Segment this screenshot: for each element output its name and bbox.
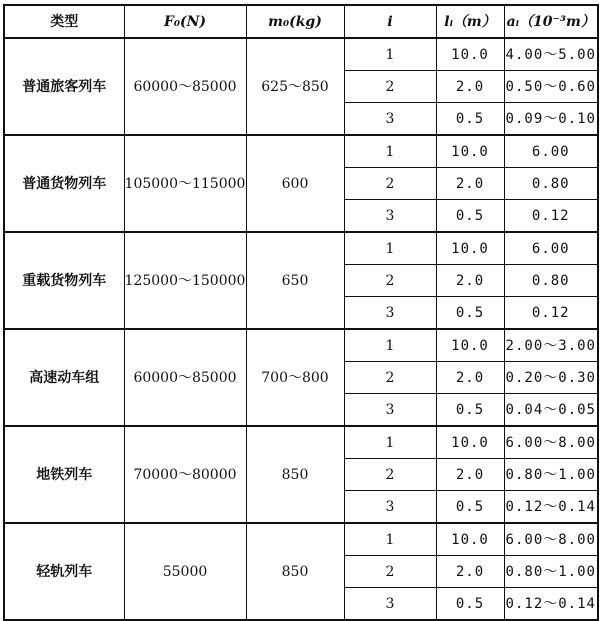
i-cell: 1 bbox=[344, 232, 436, 265]
l-cell: 0.5 bbox=[436, 103, 504, 136]
train-type-cell: 地铁列车 bbox=[4, 426, 124, 523]
header-row bbox=[4, 5, 598, 38]
m0-cell: 650 bbox=[246, 232, 344, 329]
train-type-cell: 高速动车组 bbox=[4, 329, 124, 426]
i-cell: 2 bbox=[344, 459, 436, 491]
f0-cell: 55000 bbox=[124, 523, 246, 620]
l-cell: 2.0 bbox=[436, 556, 504, 588]
l-cell: 0.5 bbox=[436, 394, 504, 427]
l-cell: 0.5 bbox=[436, 588, 504, 621]
f0-cell: 125000～150000 bbox=[124, 232, 246, 329]
i-cell: 2 bbox=[344, 362, 436, 394]
train-type-cell: 重载货物列车 bbox=[4, 232, 124, 329]
l-cell: 2.0 bbox=[436, 168, 504, 200]
i-cell: 3 bbox=[344, 588, 436, 621]
i-cell: 3 bbox=[344, 103, 436, 136]
f0-cell: 60000～85000 bbox=[124, 329, 246, 426]
a-cell: 0.12～0.14 bbox=[504, 491, 598, 524]
l-cell: 0.5 bbox=[436, 491, 504, 524]
table-row bbox=[4, 523, 598, 556]
l-cell: 2.0 bbox=[436, 71, 504, 103]
a-cell: 0.20～0.30 bbox=[504, 362, 598, 394]
a-cell: 0.80～1.00 bbox=[504, 459, 598, 491]
i-cell: 2 bbox=[344, 556, 436, 588]
a-cell: 0.04～0.05 bbox=[504, 394, 598, 427]
m0-cell: 850 bbox=[246, 426, 344, 523]
l-cell: 10.0 bbox=[436, 38, 504, 71]
train-type-cell: 轻轨列车 bbox=[4, 523, 124, 620]
m0-cell: 850 bbox=[246, 523, 344, 620]
table-row bbox=[4, 232, 598, 265]
a-cell: 0.09～0.10 bbox=[504, 103, 598, 136]
l-cell: 0.5 bbox=[436, 200, 504, 233]
f0-cell: 105000～115000 bbox=[124, 135, 246, 232]
header-m0: m₀(kg) bbox=[246, 5, 344, 38]
l-cell: 2.0 bbox=[436, 265, 504, 297]
i-cell: 1 bbox=[344, 523, 436, 556]
header-l: lᵢ（m） bbox=[436, 5, 504, 38]
a-cell: 2.00～3.00 bbox=[504, 329, 598, 362]
header-f0: F₀(N) bbox=[124, 5, 246, 38]
a-cell: 0.80 bbox=[504, 265, 598, 297]
l-cell: 2.0 bbox=[436, 362, 504, 394]
group-heavy-haul-train bbox=[4, 232, 598, 329]
table-row bbox=[4, 329, 598, 362]
header-type: 类型 bbox=[4, 5, 124, 38]
table-row bbox=[4, 135, 598, 168]
train-type-cell: 普通货物列车 bbox=[4, 135, 124, 232]
a-cell: 6.00 bbox=[504, 232, 598, 265]
a-cell: 4.00～5.00 bbox=[504, 38, 598, 71]
f0-cell: 70000～80000 bbox=[124, 426, 246, 523]
m0-cell: 700～800 bbox=[246, 329, 344, 426]
a-cell: 0.12 bbox=[504, 297, 598, 330]
group-passenger-train bbox=[4, 38, 598, 135]
i-cell: 3 bbox=[344, 491, 436, 524]
m0-cell: 625～850 bbox=[246, 38, 344, 135]
a-cell: 6.00 bbox=[504, 135, 598, 168]
a-cell: 6.00～8.00 bbox=[504, 523, 598, 556]
table-row bbox=[4, 426, 598, 459]
l-cell: 10.0 bbox=[436, 523, 504, 556]
l-cell: 2.0 bbox=[436, 459, 504, 491]
group-freight-train bbox=[4, 135, 598, 232]
f0-cell: 60000～85000 bbox=[124, 38, 246, 135]
i-cell: 2 bbox=[344, 168, 436, 200]
l-cell: 10.0 bbox=[436, 135, 504, 168]
i-cell: 1 bbox=[344, 426, 436, 459]
table-header bbox=[4, 5, 598, 38]
i-cell: 3 bbox=[344, 200, 436, 233]
group-light-rail-train bbox=[4, 523, 598, 620]
a-cell: 0.12～0.14 bbox=[504, 588, 598, 621]
table-row bbox=[4, 38, 598, 71]
i-cell: 2 bbox=[344, 71, 436, 103]
m0-cell: 600 bbox=[246, 135, 344, 232]
group-metro-train bbox=[4, 426, 598, 523]
a-cell: 0.50～0.60 bbox=[504, 71, 598, 103]
a-cell: 0.80～1.00 bbox=[504, 556, 598, 588]
header-a: aᵢ（10⁻³m） bbox=[504, 5, 598, 38]
i-cell: 1 bbox=[344, 38, 436, 71]
l-cell: 10.0 bbox=[436, 329, 504, 362]
l-cell: 10.0 bbox=[436, 426, 504, 459]
a-cell: 0.80 bbox=[504, 168, 598, 200]
i-cell: 1 bbox=[344, 135, 436, 168]
train-load-parameter-table bbox=[3, 4, 599, 621]
group-high-speed-emu bbox=[4, 329, 598, 426]
i-cell: 3 bbox=[344, 394, 436, 427]
i-cell: 1 bbox=[344, 329, 436, 362]
i-cell: 3 bbox=[344, 297, 436, 330]
a-cell: 0.12 bbox=[504, 200, 598, 233]
l-cell: 10.0 bbox=[436, 232, 504, 265]
train-type-cell: 普通旅客列车 bbox=[4, 38, 124, 135]
a-cell: 6.00～8.00 bbox=[504, 426, 598, 459]
l-cell: 0.5 bbox=[436, 297, 504, 330]
header-i: i bbox=[344, 5, 436, 38]
i-cell: 2 bbox=[344, 265, 436, 297]
